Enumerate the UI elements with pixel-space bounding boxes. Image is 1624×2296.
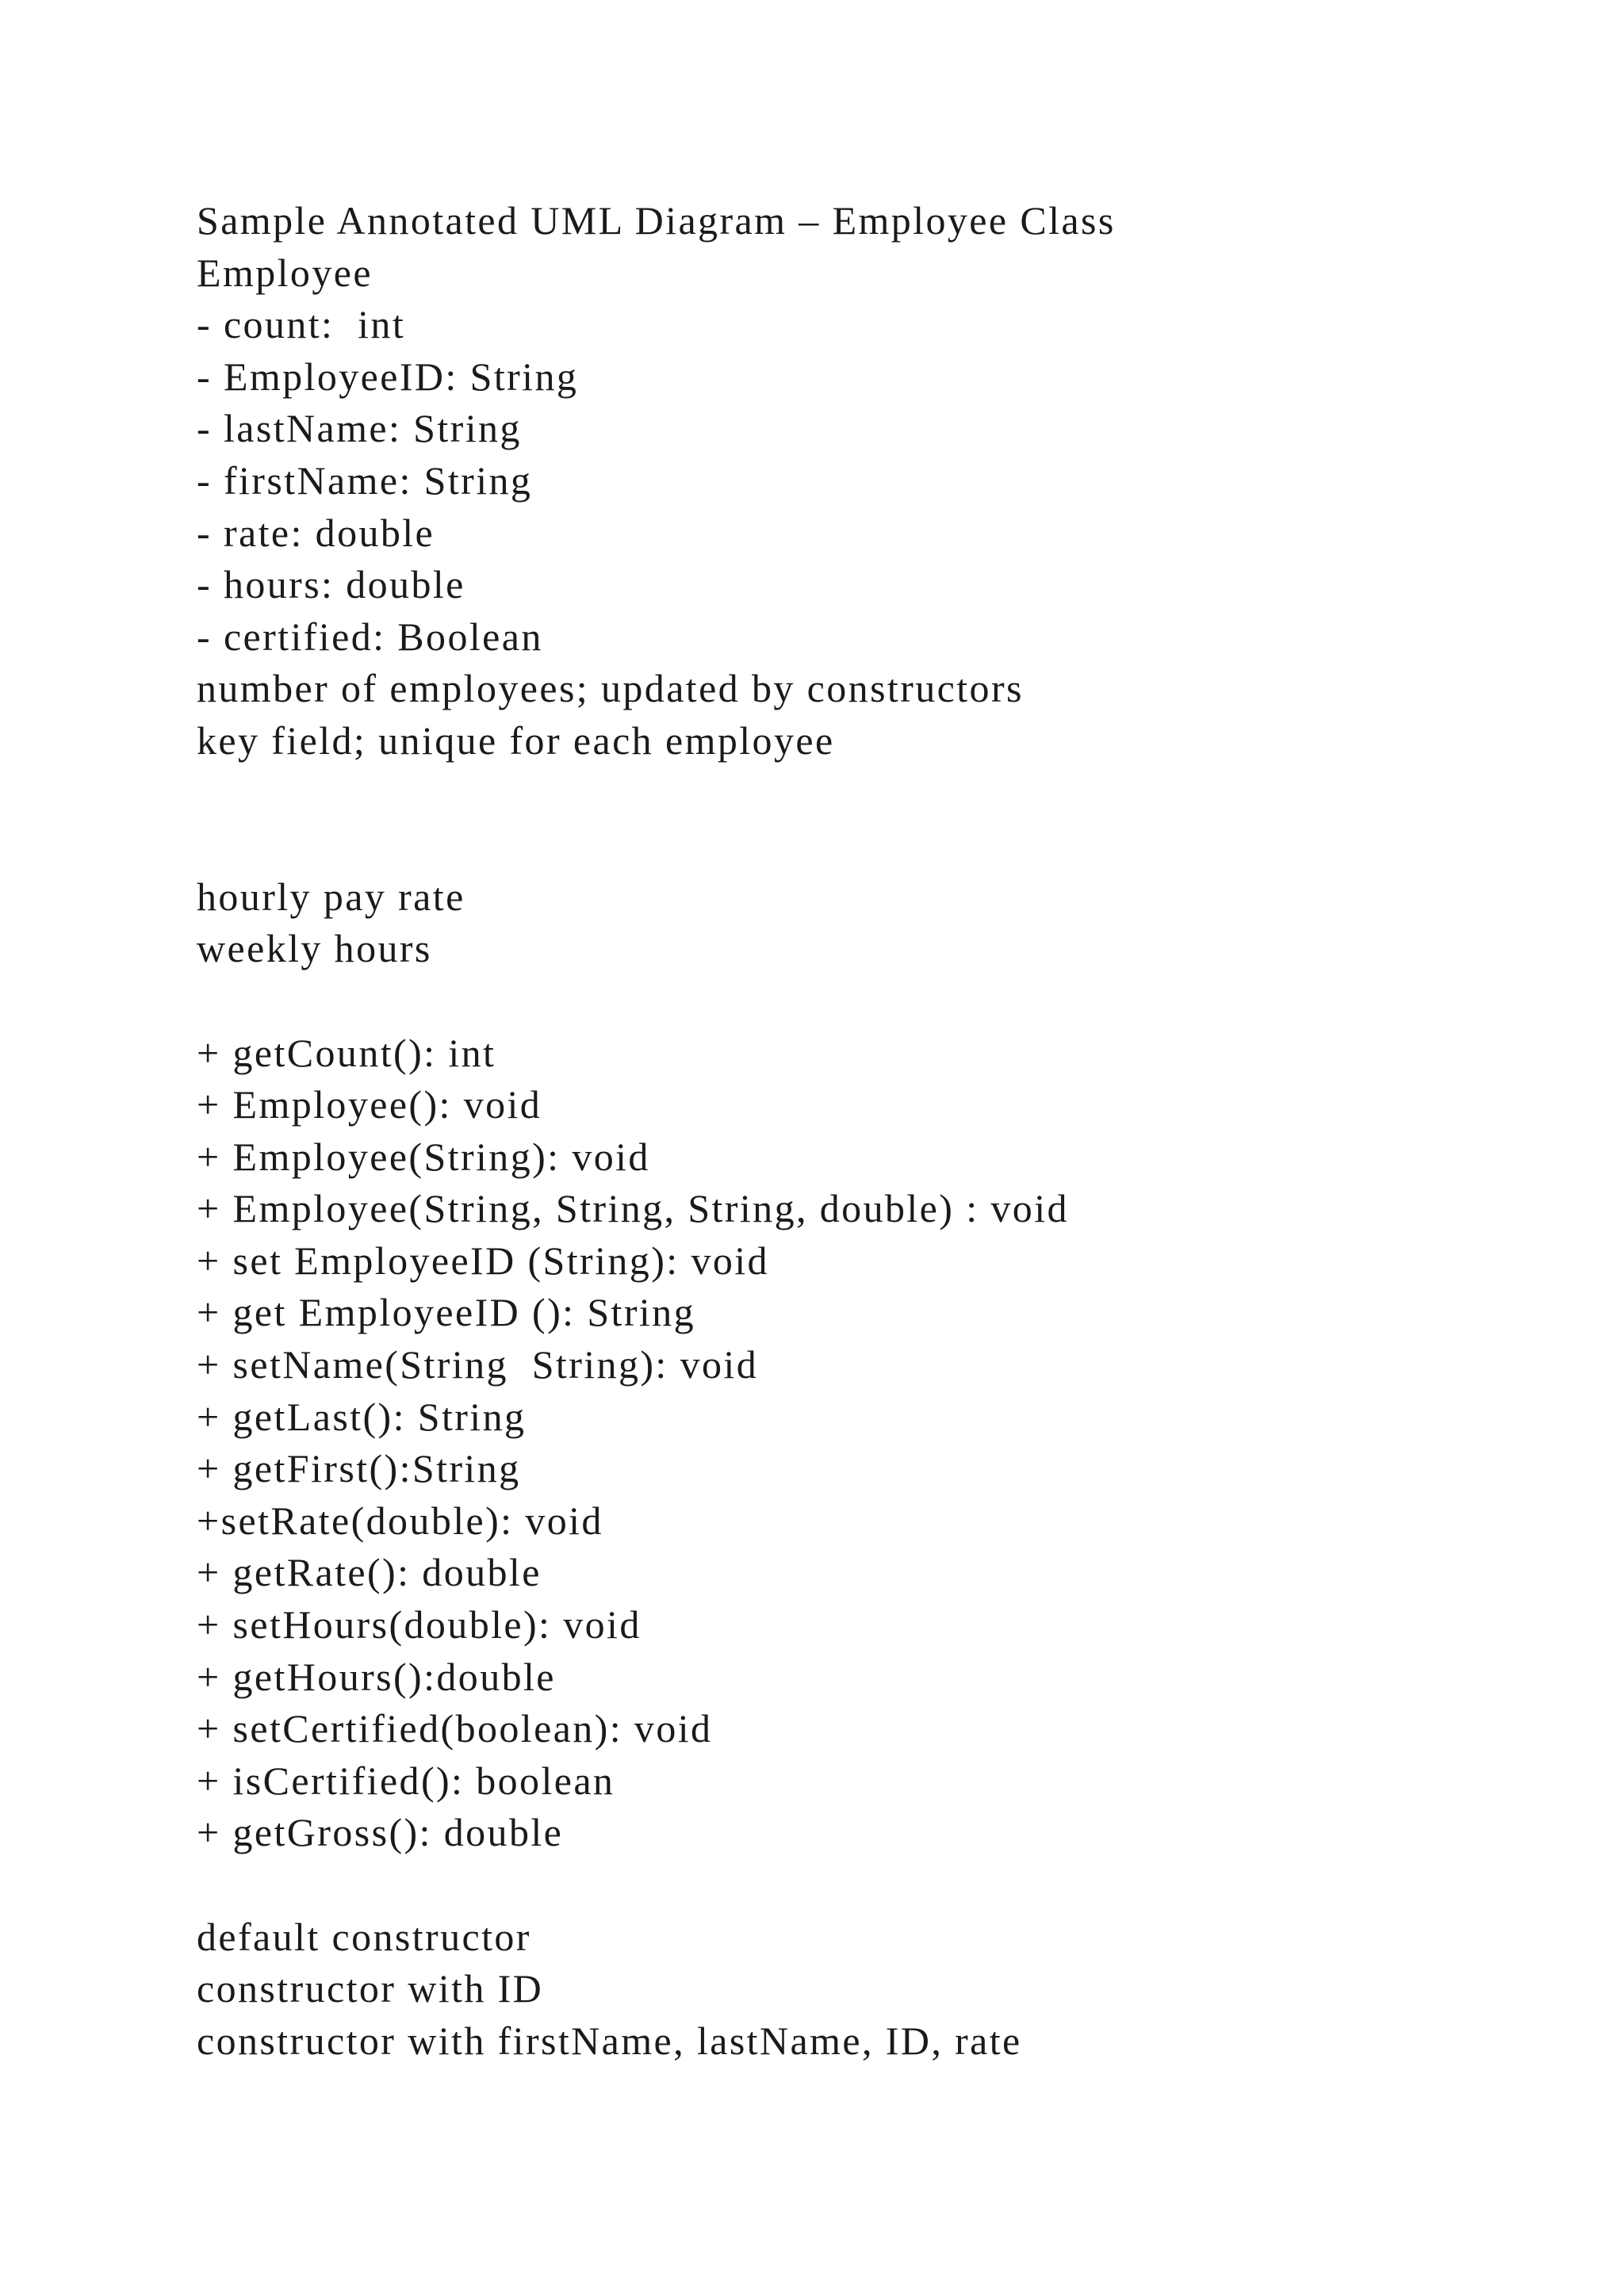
method-item: + set EmployeeID (String): void [197,1238,769,1283]
annotation-note: number of employees; updated by constructors [197,666,1024,711]
annotation-note: weekly hours [197,926,432,971]
spacer [197,1859,1545,1911]
annotation-note: key field; unique for each employee [197,718,835,763]
attribute-item: - EmployeeID: String [197,354,579,399]
method-item: + getLast(): String [197,1394,527,1439]
uml-text-block [197,195,1545,2067]
attribute-notes [197,663,1545,767]
method-item: + getCount(): int [197,1030,496,1075]
annotation-note: hourly pay rate [197,874,465,919]
method-item: + Employee(String): void [197,1134,650,1179]
method-item: + getGross(): double [197,1810,564,1855]
attribute-list [197,299,1545,663]
attribute-item: - rate: double [197,510,435,555]
attribute-notes-secondary [197,871,1545,975]
attribute-item: - hours: double [197,562,465,607]
attribute-item: - count: int [197,302,406,347]
annotation-note: default constructor [197,1914,531,1959]
method-item: + getHours():double [197,1654,556,1699]
method-item: + setHours(double): void [197,1602,642,1647]
method-item: + isCertified(): boolean [197,1758,615,1803]
annotation-note: constructor with firstName, lastName, ID, rate [197,2018,1022,2063]
class-name: Employee [197,250,373,295]
attribute-item: - firstName: String [197,457,533,503]
attribute-item: - lastName: String [197,406,522,451]
method-list [197,1027,1545,1860]
method-item: + setCertified(boolean): void [197,1706,713,1751]
method-notes [197,1911,1545,2068]
method-item: +setRate(double): void [197,1498,603,1543]
annotation-note: constructor with ID [197,1966,544,2011]
method-item: + Employee(): void [197,1082,542,1127]
attribute-item: - certified: Boolean [197,614,543,659]
spacer [197,819,1545,871]
spacer [197,767,1545,820]
method-item: + getFirst():String [197,1446,521,1491]
method-item: + Employee(String, String, String, double) : void [197,1186,1069,1231]
method-item: + setName(String String): void [197,1342,759,1387]
method-item: + get EmployeeID (): String [197,1290,695,1335]
spacer [197,975,1545,1027]
method-item: + getRate(): double [197,1550,542,1595]
page-title: Sample Annotated UML Diagram – Employee Class [197,198,1116,243]
